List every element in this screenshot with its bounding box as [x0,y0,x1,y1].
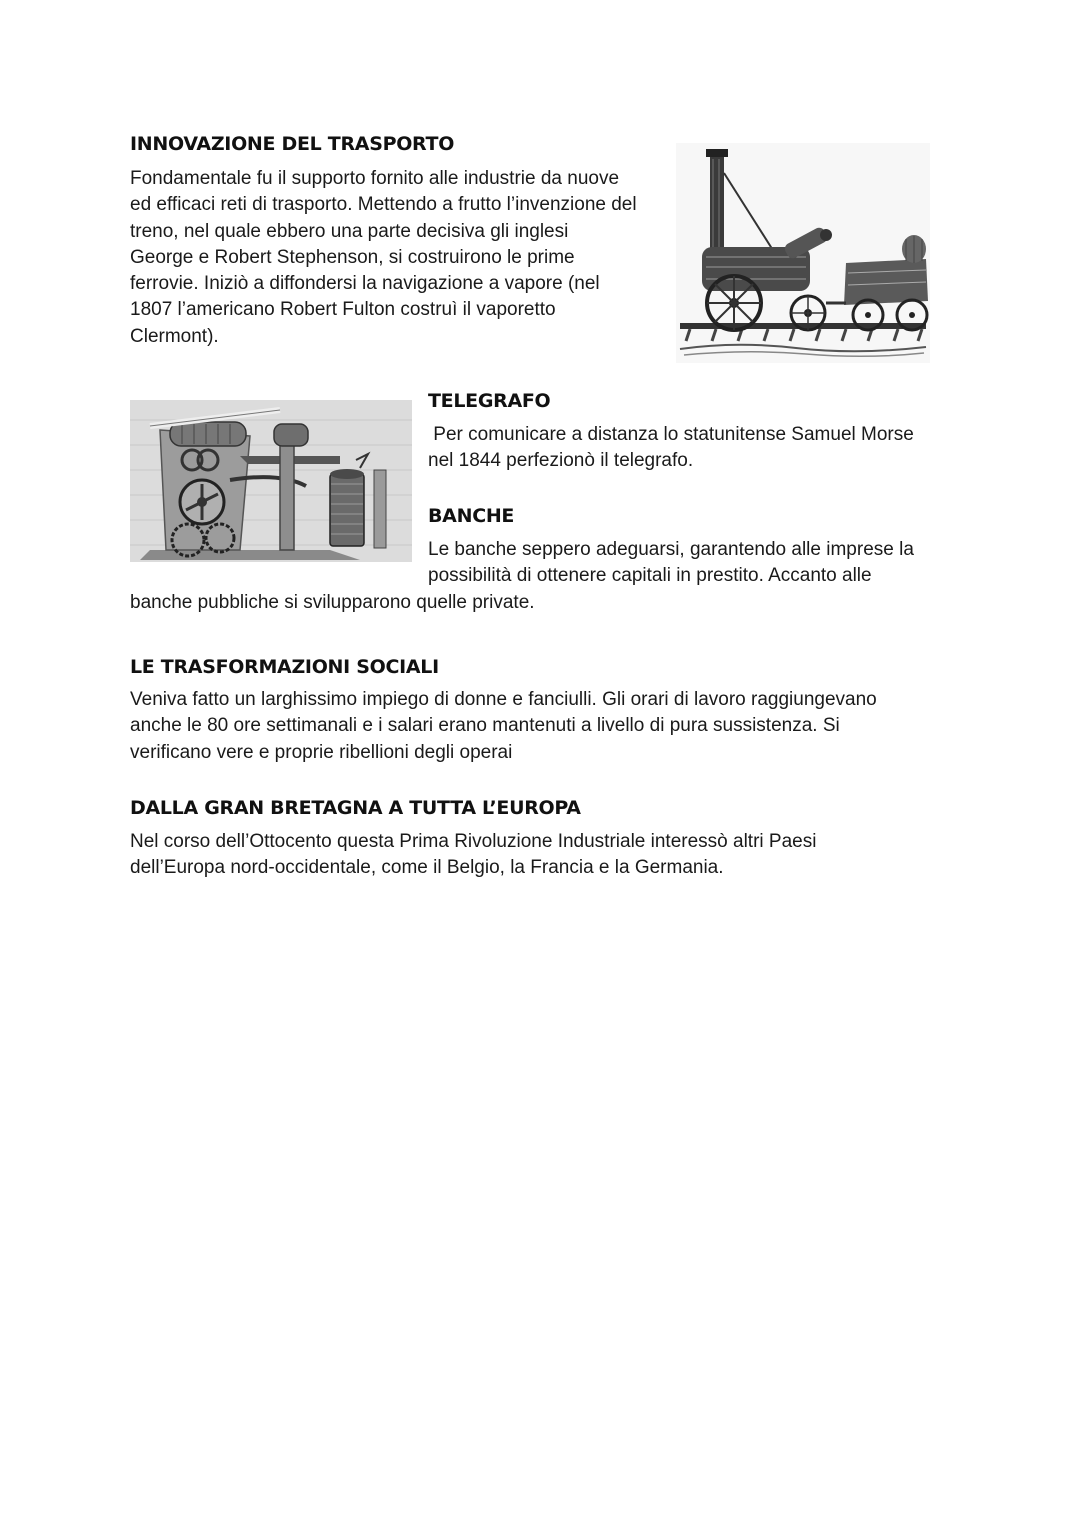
text-line: Le banche seppero adeguarsi, garantendo alle imprese la [428,539,914,560]
text-line: dell’Europa nord-occidentale, come il Belgio, la Francia e la Germania. [130,857,724,879]
telegraph-illustration [130,400,412,562]
text-line: ed efficaci reti di trasporto. Mettendo a frutto l’invenzione del [130,194,637,216]
heading-gran-bretagna-europa: DALLA GRAN BRETAGNA A TUTTA L’EUROPA [130,797,581,819]
text-line: nel 1844 perfezionò il telegrafo. [428,450,694,472]
heading-banche: BANCHE [428,505,515,527]
paragraph-banche-continued [130,590,535,616]
text-line: 1807 l’americano Robert Fulton costruì il vaporetto [130,299,556,321]
text-line: George e Robert Stephenson, si costruirono le prime [130,246,575,268]
paragraph-europa [130,829,816,882]
locomotive-illustration [676,143,930,363]
text-line: Veniva fatto un larghissimo impiego di donne e fanciulli. Gli orari di lavoro raggiungevano [130,689,877,710]
text-line: Clermont). [130,325,219,347]
paragraph-sociali [130,687,877,766]
paragraph-trasporto [130,166,637,350]
text-line: Nel corso dell’Ottocento questa Prima Rivoluzione Industriale interessò altri Paesi [130,831,817,852]
paragraph-banche [428,537,914,590]
heading-trasformazioni-sociali: LE TRASFORMAZIONI SOCIALI [130,656,439,678]
text-line: Fondamentale fu il supporto fornito alle industrie da nuove [130,168,620,189]
text-line: verificano vere e proprie ribellioni degli operai [130,741,513,763]
heading-innovazione-trasporto: INNOVAZIONE DEL TRASPORTO [130,133,455,155]
telegraph-machine-icon [130,400,412,562]
text-line: possibilità di ottenere capitali in prestito. Accanto alle [428,565,872,587]
steam-locomotive-icon [676,143,930,363]
heading-telegrafo: TELEGRAFO [428,390,551,412]
text-line: treno, nel quale ebbero una parte decisiva gli inglesi [130,220,569,242]
text-line: banche pubbliche si svilupparono quelle private. [130,592,535,613]
text-line: anche le 80 ore settimanali e i salari erano mantenuti a livello di pura sussistenza. Si [130,715,840,737]
text-line: Per comunicare a distanza lo statunitense Samuel Morse [428,424,914,445]
text-line: ferrovie. Iniziò a diffondersi la navigazione a vapore (nel [130,273,600,295]
paragraph-telegrafo [428,422,914,475]
